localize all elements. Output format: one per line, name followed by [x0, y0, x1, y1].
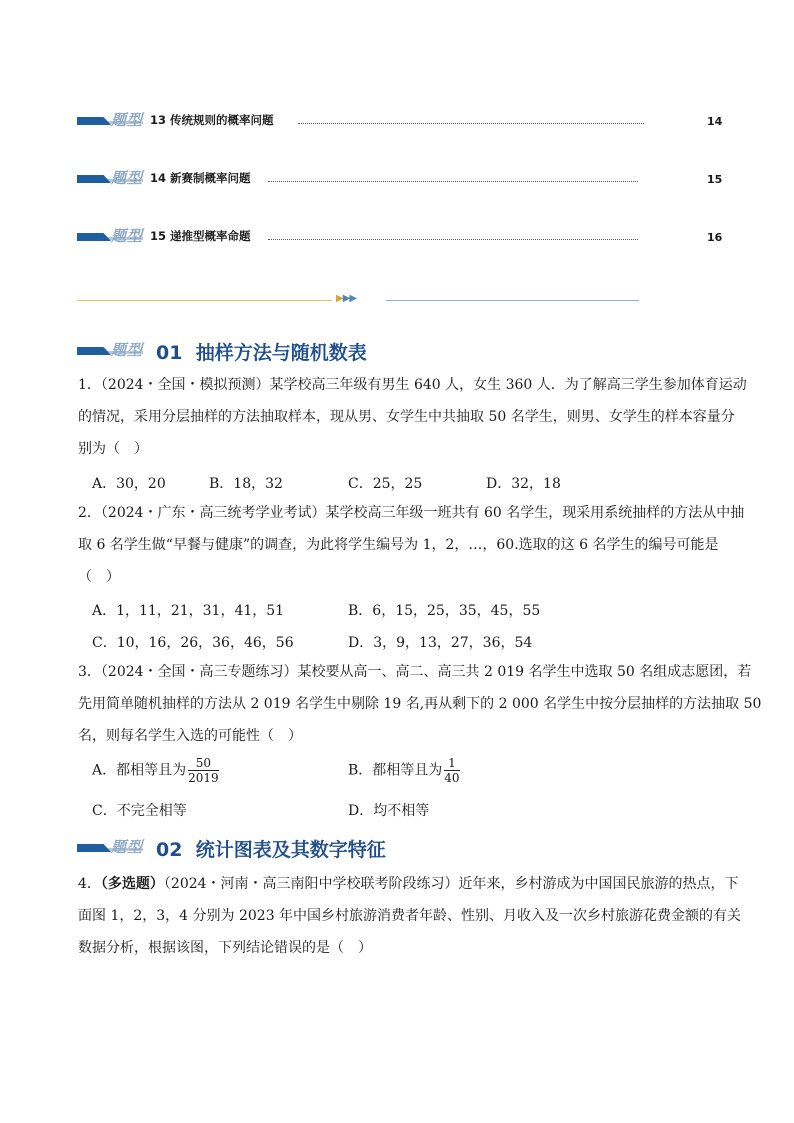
- section-type-tag: 题型: [77, 341, 143, 357]
- toc-page-number: 15: [707, 173, 723, 186]
- question-text-line: 取 6 名学生做“早餐与健康”的调查，为此将学生编号为 1，2，…，60.选取的这 6 名学生的编号可能是: [78, 537, 719, 553]
- question-text-line: 别为（ ）: [78, 441, 148, 457]
- toc-leader-dots: [298, 113, 644, 124]
- toc-title: 新赛制概率问题: [170, 171, 251, 185]
- option-d[interactable]: D．均不相等: [348, 803, 430, 819]
- question-text-line: 名，则每名学生入选的可能性（ ）: [78, 728, 302, 744]
- divider-line-right: [386, 300, 639, 301]
- question-text-line: 面图 1，2，3，4 分别为 2023 年中国乡村旅游消费者年龄、性别、月收入及一次乡村旅游花费金额的有关: [78, 908, 742, 924]
- question-text-line: （ ）: [78, 569, 120, 585]
- option-b[interactable]: B．6，15，25，35，45，55: [348, 603, 541, 619]
- toc-leader-dots: [268, 229, 638, 240]
- question-type-tag: 题型: [77, 169, 143, 185]
- option-c[interactable]: C．10，16，26，36，46，56: [92, 635, 294, 651]
- question-text-line: 的情况，采用分层抽样的方法抽取样本，现从男、女学生中共抽取 50 名学生，则男、女学生的样本容量分: [78, 409, 735, 425]
- option-a[interactable]: A．都相等且为 $\frac{50}{2019}$: [92, 756, 219, 785]
- toc-leader-dots: [268, 171, 638, 182]
- section-heading-02: 02 统计图表及其数字特征: [156, 839, 386, 861]
- fraction: $\frac{50}{2019}$: [188, 756, 219, 785]
- option-b[interactable]: B．18，32: [209, 476, 283, 492]
- option-d[interactable]: D．32，18: [486, 476, 561, 492]
- option-b[interactable]: B．都相等且为 $\frac{1}{40}$: [348, 756, 460, 785]
- question-text-line: 先用简单随机抽样的方法从 2 019 名学生中剔除 19 名,再从剩下的 2 000 名学生中按分层抽样的方法抽取 50: [78, 696, 762, 712]
- divider-arrows-icon: ▶▶▶: [336, 293, 357, 304]
- toc-number: 14: [150, 171, 167, 185]
- fraction: $\frac{1}{40}$: [444, 756, 460, 785]
- question-type-label: （多选题）: [100, 876, 164, 892]
- toc-number: 13: [150, 113, 167, 127]
- toc-page-number: 14: [707, 115, 723, 128]
- toc-page-number: 16: [707, 231, 723, 244]
- option-c[interactable]: C．不完全相等: [92, 803, 187, 819]
- question-text-line: 1．（2024・全国・模拟预测）某学校高三年级有男生 640 人，女生 360 人．为了解高三学生参加体育运动: [78, 377, 747, 393]
- option-a[interactable]: A．1，11，21，31，41，51: [92, 603, 285, 619]
- question-text-line: 数据分析，根据该图，下列结论错误的是（ ）: [78, 940, 372, 956]
- section-heading-01: 01 抽样方法与随机数表: [156, 342, 367, 364]
- option-c[interactable]: C．25，25: [348, 476, 423, 492]
- question-text-line: 2．（2024・广东・高三统考学业考试）某学校高三年级一班共有 60 名学生，现采用系统抽样的方法从中抽: [78, 505, 745, 521]
- section-type-tag: 题型: [77, 838, 143, 854]
- question-text-line: 3．（2024・全国・高三专题练习）某校要从高一、高二、高三共 2 019 名学生中选取 50 名组成志愿团，若: [78, 664, 752, 680]
- toc-number: 15: [150, 229, 167, 243]
- question-type-tag: 题型: [77, 227, 143, 243]
- divider-line-left: [77, 300, 332, 301]
- question-type-tag: 题型: [77, 111, 143, 127]
- option-d[interactable]: D．3，9，13，27，36，54: [348, 635, 533, 651]
- option-a[interactable]: A．30，20: [92, 476, 166, 492]
- toc-title: 传统规则的概率问题: [170, 113, 274, 127]
- toc-title: 递推型概率命题: [170, 229, 251, 243]
- question-text-line: 4．（多选题）（2024・河南・高三南阳中学校联考阶段练习）近年来，乡村游成为中国国民旅游的热点，下: [78, 876, 739, 892]
